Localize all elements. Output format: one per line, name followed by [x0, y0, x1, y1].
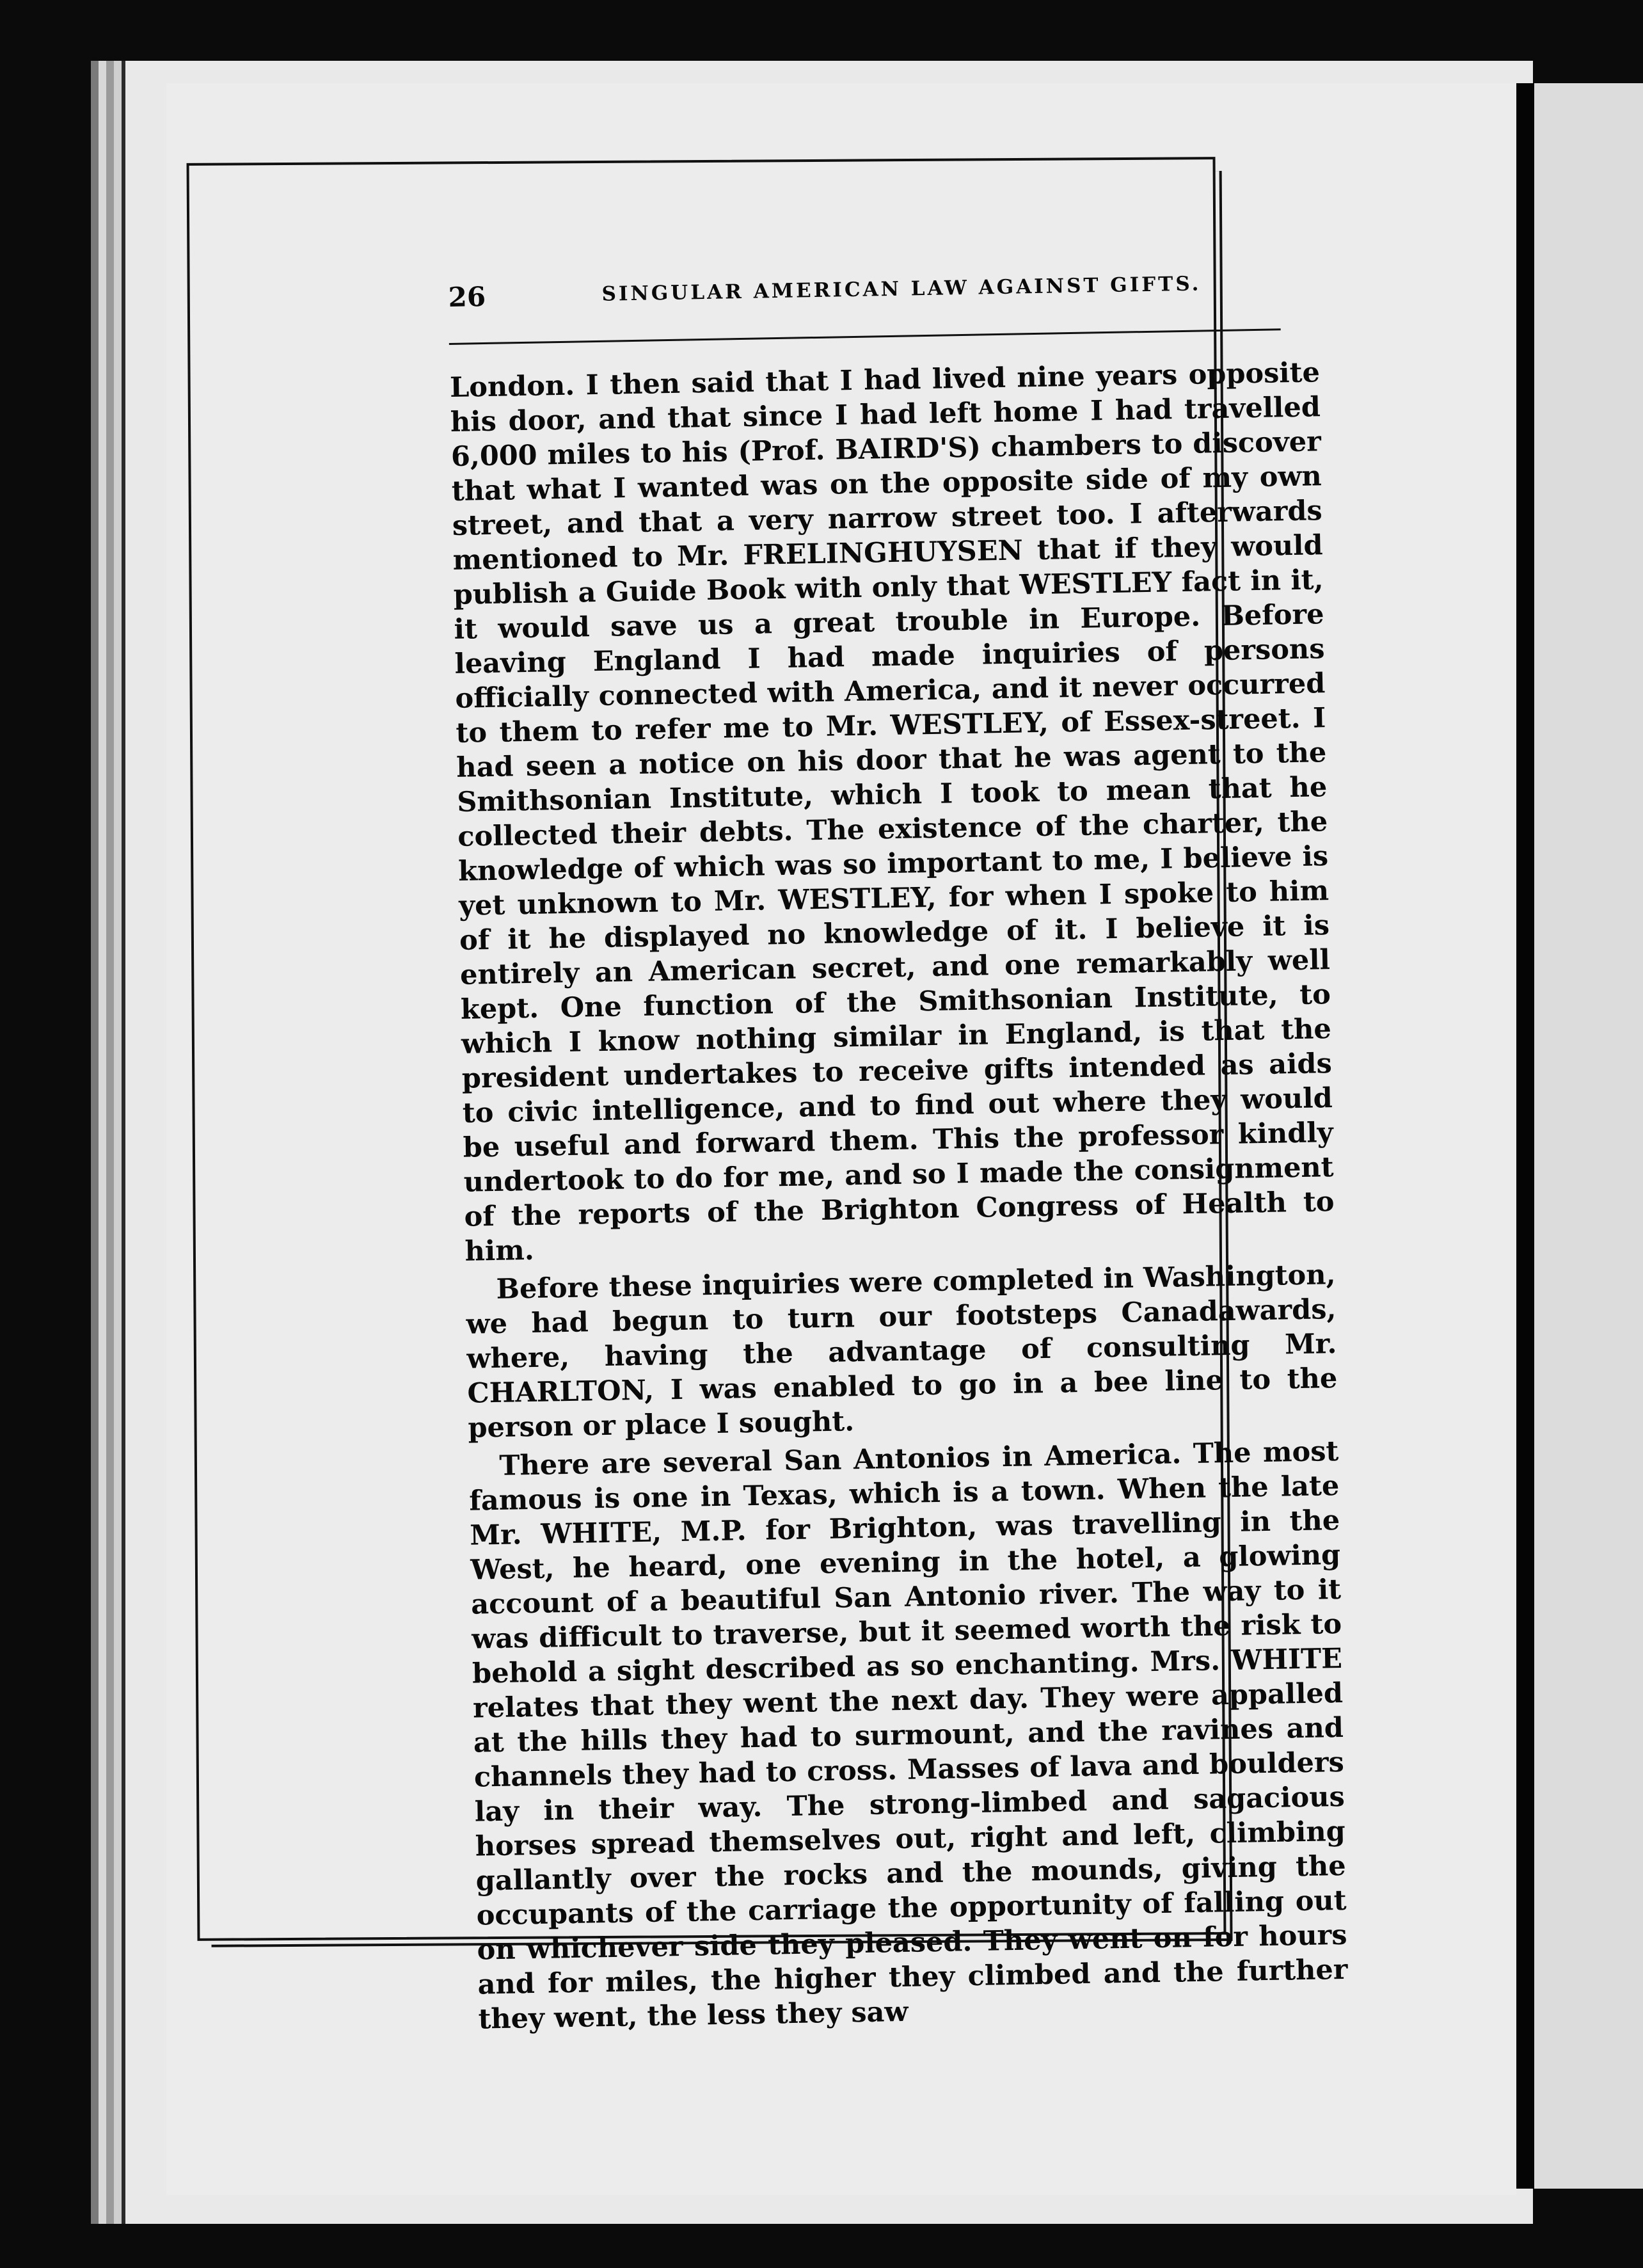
- body-paragraph: Before these inquiries were completed in Washington, we had begun to turn our footsteps Canadawards, where, having the advantage of consulting Mr. CHARLTON, I was enabled to go in a bee line to the person or place I sought.: [466, 1259, 1338, 1444]
- body-paragraph: There are several San Antonios in America. The most famous is one in Texas, which is a town. When the late Mr. WHITE, M.P. for Brighton, was travelling in the West, he heard, one evening in the hotel, a glowing account of a beautiful San Antonio river. The way to it was difficult to traverse, but it seemed worth the risk to behold a sight described as so enchanting. Mrs. WHITE relates that they went the next day. They were appalled at the hills they had to surmount, and the ravines and channels they had to cross. Masses of lava and boulders lay in their way. The strong-limbed and sagacious horses spread themselves out, right and left, climbing gallantly over the rocks and the mounds, giving the occupants of the carriage the opportunity of falling out on whichever side they pleased. They went on for hours and for miles, the higher they climbed and the further they went, the less they saw: [469, 1435, 1348, 2036]
- facing-page-edge: [1515, 83, 1643, 2189]
- page-content: [448, 260, 1349, 2036]
- running-head: SINGULAR AMERICAN LAW AGAINST GIFTS.: [601, 272, 1202, 306]
- body-paragraph: London. I then said that I had lived nine years opposite his door, and that since I had left home I had travelled 6,000 miles to his (Prof. BAIRD'S) chambers to discover that what I wanted was on the opposite side of my own street, and that a very narrow street too. I afterwards mentioned to Mr. FRELINGHUYSEN that if they would publish a Guide Book with only that WESTLEY fact in it, it would save us a great trouble in Europe. Before leaving England I had made inquiries of persons officially connected with America, and it never occurred to them to refer me to Mr. WESTLEY, of Essex-street. I had seen a notice on his door that he was agent to the Smithsonian Institute, which I took to mean that he collected their debts. The existence of the charter, the knowledge of which was so important to me, I believe is yet unknown to Mr. WESTLEY, for when I spoke to him of it he displayed no knowledge of it. I believe it is entirely an American secret, and one remarkably well kept. One function of the Smithsonian Institute, to which I know nothing similar in England, is that the president undertakes to receive gifts intended as aids to civic intelligence, and to find out where they would be useful and forward them. This the professor kindly undertook to do for me, and so I made the consignment of the reports of the Brighton Congress of Health to him.: [449, 356, 1335, 1268]
- page-number: 26: [448, 280, 486, 313]
- header-rule: [449, 328, 1281, 345]
